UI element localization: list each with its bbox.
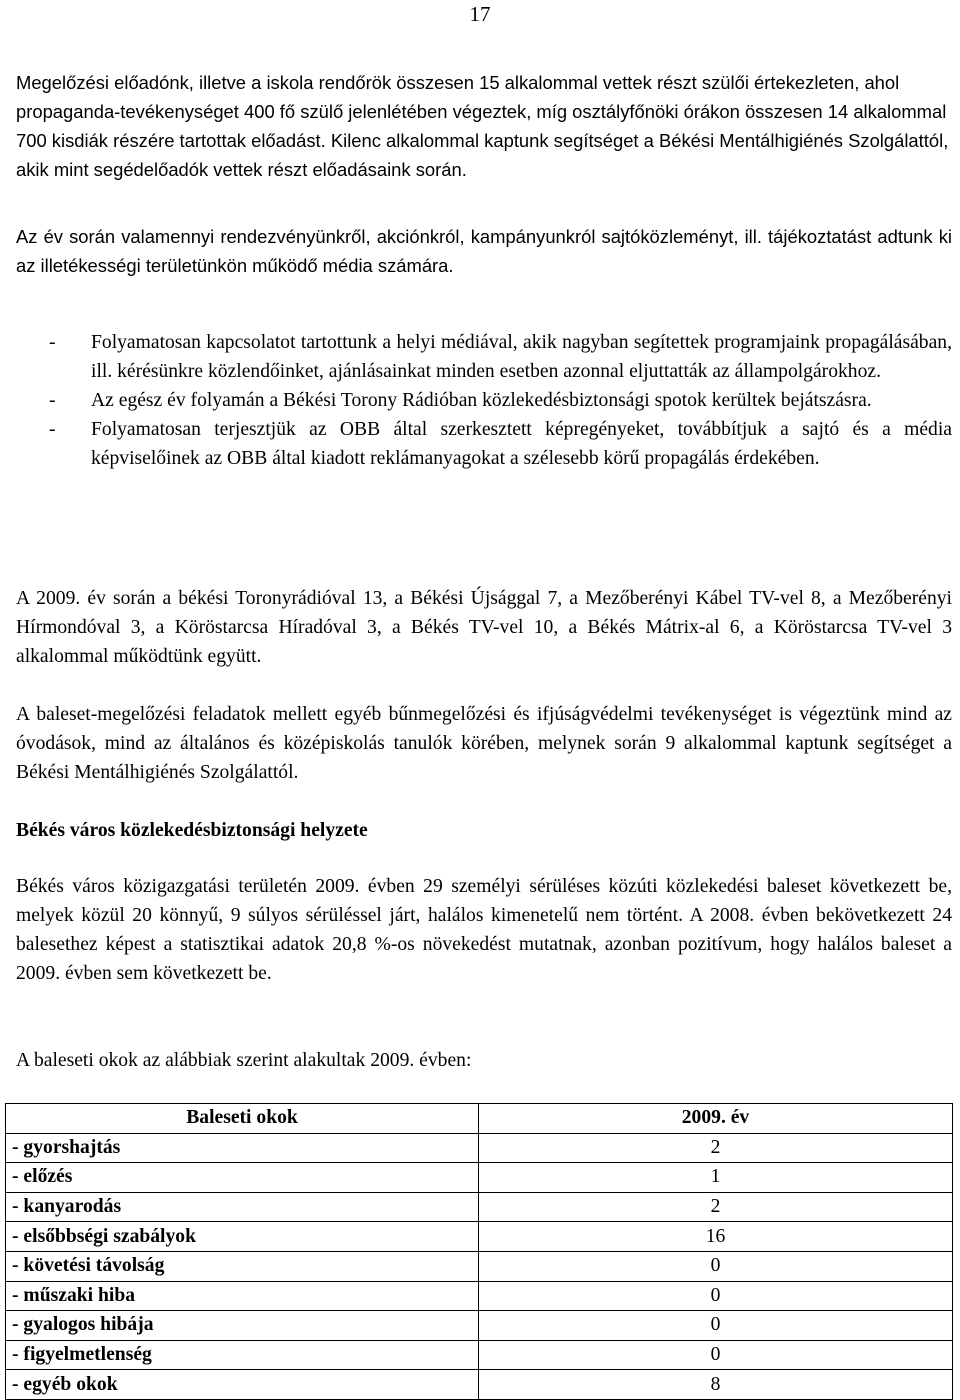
cause-cell: - előzés — [6, 1163, 479, 1193]
column-header-cause: Baleseti okok — [6, 1104, 479, 1134]
bullet-dash: - — [49, 332, 56, 353]
media-activities-list — [16, 328, 952, 473]
table-row — [6, 1133, 953, 1163]
section-heading: Békés város közlekedésbiztonsági helyzete — [16, 820, 368, 841]
cause-cell: - figyelmetlenség — [6, 1340, 479, 1370]
table-header-row — [6, 1104, 953, 1134]
value-cell: 1 — [479, 1163, 953, 1193]
list-item — [16, 415, 952, 473]
accident-causes-table — [5, 1103, 953, 1400]
value-cell: 8 — [479, 1370, 953, 1400]
table-row — [6, 1163, 953, 1193]
table-row — [6, 1222, 953, 1252]
value-cell: 2 — [479, 1133, 953, 1163]
list-item-text: Az egész év folyamán a Békési Torony Rádióban közlekedésbiztonsági spotok kerültek bejátszásra. — [91, 390, 872, 411]
cause-cell: - gyorshajtás — [6, 1133, 479, 1163]
table-row — [6, 1281, 953, 1311]
list-item-text: Folyamatosan terjesztjük az OBB által szerkesztett képregényeket, továbbítjuk a sajtó és a média képviselőinek az OBB által kiadott reklámanyagokat a szélesebb körű propagálás érdekében. — [91, 419, 952, 469]
value-cell: 0 — [479, 1311, 953, 1341]
table-row — [6, 1340, 953, 1370]
table-row — [6, 1192, 953, 1222]
cause-cell: - műszaki hiba — [6, 1281, 479, 1311]
value-cell: 16 — [479, 1222, 953, 1252]
column-header-year: 2009. év — [479, 1104, 953, 1134]
list-item-text: Folyamatosan kapcsolatot tartottunk a helyi médiával, akik nagyban segítettek programjaink propagálásában, ill. kérésünkre közlendőinket, ajánlásainkat minden esetben azonnal eljuttatták az állampolgárokhoz. — [91, 332, 952, 382]
list-item — [16, 386, 952, 415]
bullet-dash: - — [49, 390, 56, 411]
value-cell: 0 — [479, 1281, 953, 1311]
table-row — [6, 1311, 953, 1341]
table-row — [6, 1251, 953, 1281]
value-cell: 2 — [479, 1192, 953, 1222]
cause-cell: - követési távolság — [6, 1251, 479, 1281]
cause-cell: - egyéb okok — [6, 1370, 479, 1400]
paragraph-press-releases: Az év során valamennyi rendezvényünkről, akciónkról, kampányunkról sajtóközleményt, ill. tájékoztatást adtunk ki az illetékességi területünkön működő média számára. — [16, 226, 952, 276]
paragraph-crime-prevention: A baleset-megelőzési feladatok mellett egyéb bűnmegelőzési és ifjúságvédelmi tevékenységet is végeztünk mind az óvodások, mind az általános és középiskolás tanulók körében, melynek során 9 alkalommal kaptunk segítséget a Békési Mentálhigiénés Szolgálattól. — [16, 704, 952, 783]
paragraph-table-intro: A baleseti okok az alábbiak szerint alakultak 2009. évben: — [16, 1050, 472, 1071]
page-number: 17 — [469, 2, 491, 26]
paragraph-media-cooperation: A 2009. év során a békési Toronyrádióval 13, a Békési Újsággal 7, a Mezőberényi Kábel TV-vel 8, a Mezőberényi Hírmondóval 3, a Köröstarcsa Híradóval 3, a Békés TV-vel 10, a Békés Mátrix-al 6, a Köröstarcsa TV-vel 3 alkalommal működtünk együtt. — [16, 588, 952, 667]
list-item — [16, 328, 952, 386]
cause-cell: - kanyarodás — [6, 1192, 479, 1222]
value-cell: 0 — [479, 1251, 953, 1281]
bullet-dash: - — [49, 419, 56, 440]
paragraph-prevention-lectures: Megelőzési előadónk, illetve a iskola rendőrök összesen 15 alkalommal vettek részt szülői értekezleten, ahol propaganda-tevékenységet 400 fő szülő jelenlétében végeztek, míg osztályfőnöki órákon összesen 14 alkalommal 700 kisdiák részére tartottak előadást. Kilenc alkalommal kaptunk segítséget a Békési Mentálhigiénés Szolgálattól, akik mint segédelőadók vettek részt előadásaink során. — [16, 72, 949, 180]
value-cell: 0 — [479, 1340, 953, 1370]
table-row — [6, 1370, 953, 1400]
paragraph-accident-statistics: Békés város közigazgatási területén 2009. évben 29 személyi sérüléses közúti közlekedési baleset következett be, melyek közül 20 könnyű, 9 súlyos sérüléssel járt, halálos kimenetelű nem történt. A 2008. évben bekövetkezett 24 balesethez képest a statisztikai adatok 20,8 %-os növekedést mutatnak, azonban pozitívum, hogy halálos baleset a 2009. évben sem következett be. — [16, 876, 952, 984]
cause-cell: - gyalogos hibája — [6, 1311, 479, 1341]
cause-cell: - elsőbbségi szabályok — [6, 1222, 479, 1252]
